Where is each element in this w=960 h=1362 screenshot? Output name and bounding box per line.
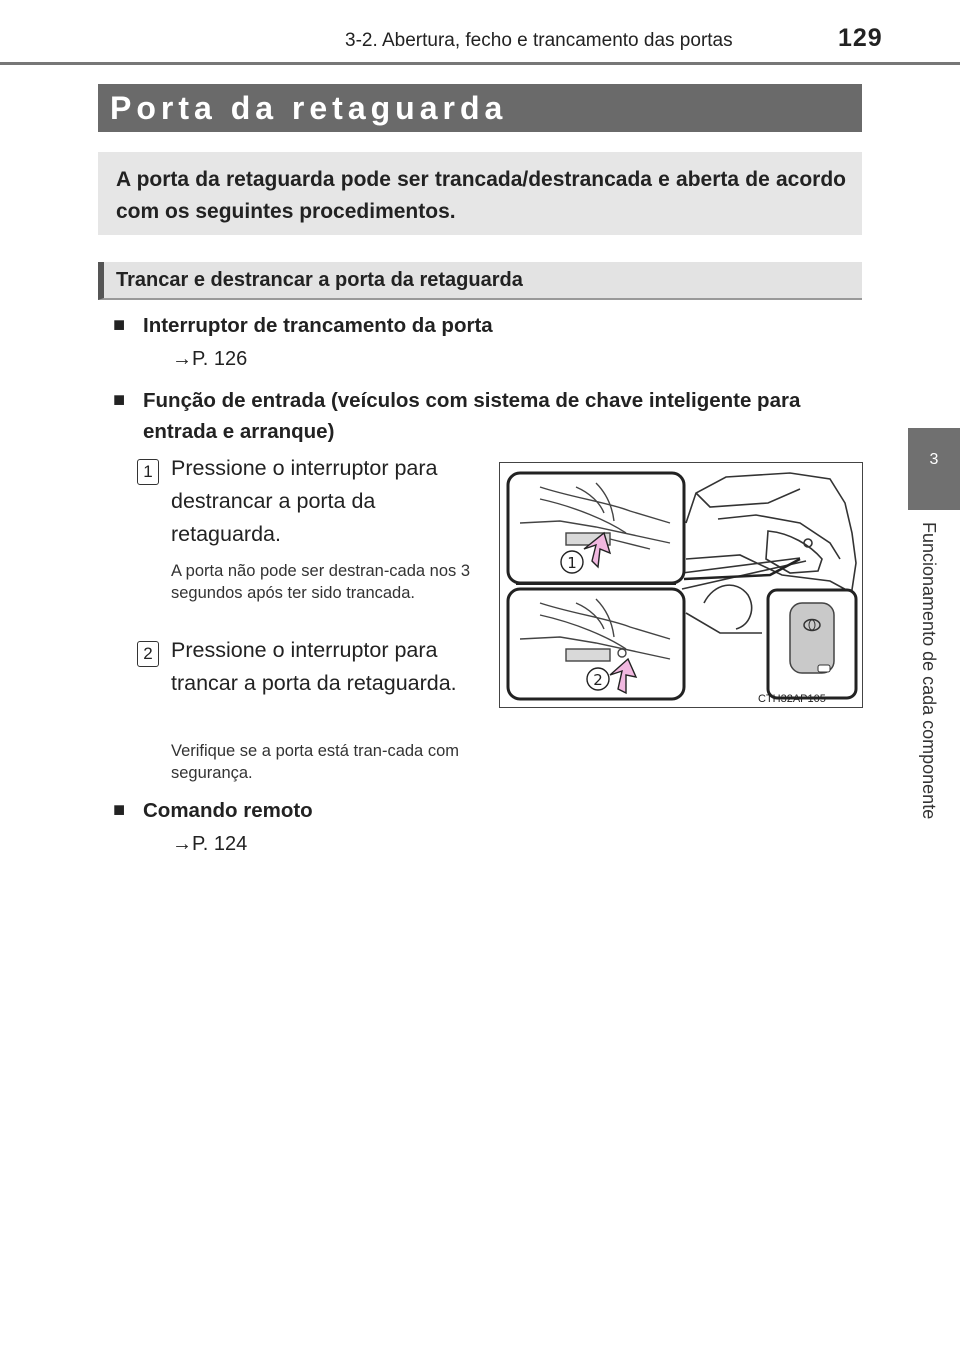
inset-unlock-panel [508, 473, 684, 583]
callout-1: 1 [567, 554, 577, 572]
bullet-icon: ■ [113, 314, 126, 336]
subsection-bar [98, 262, 862, 300]
item-heading: Comando remoto [143, 799, 313, 822]
page-reference: →P. 124 [172, 833, 248, 855]
smart-key-icon [768, 590, 856, 698]
figure-code: CTH32AP105 [758, 693, 826, 705]
leader-line [684, 559, 800, 579]
chapter-tab [908, 428, 960, 510]
step-number: 1 [137, 459, 159, 485]
page-number: 129 [838, 24, 883, 52]
step-text: Pressione o interruptor para trancar a porta da retaguarda. [171, 638, 457, 695]
illustration-frame [499, 462, 863, 708]
chapter-number: 3 [929, 451, 939, 468]
bullet-icon: ■ [113, 389, 126, 411]
item-heading: Interruptor de trancamento da porta [143, 314, 493, 337]
section-title-bar [98, 84, 862, 132]
inset-lock-panel [508, 589, 684, 699]
header-section-title: 3-2. Abertura, fecho e trancamento das portas [345, 30, 733, 51]
step-number: 2 [137, 641, 159, 667]
callout-2: 2 [593, 671, 603, 689]
page-reference: →P. 126 [172, 348, 248, 370]
header-rule [0, 62, 960, 65]
item-heading: Função de entrada (veículos com sistema de chave inteligente para entrada e arranque) [143, 389, 801, 443]
bullet-icon: ■ [113, 799, 126, 821]
intro-box [98, 152, 862, 235]
tailgate-illustration [500, 463, 862, 707]
chapter-side-label: Funcionamento de cada componente [919, 522, 939, 820]
subsection-title: Trancar e destrancar a porta da retaguarda [116, 269, 523, 291]
section-title: Porta da retaguarda [110, 90, 508, 126]
step-text: Pressione o interruptor para destrancar a porta da retaguarda. [171, 456, 438, 546]
step-note: A porta não pode ser destran-cada nos 3 segundos após ter sido trancada. [171, 562, 471, 602]
intro-text: A porta da retaguarda pode ser trancada/destrancada e aberta de acordo com os seguintes procedimentos. [116, 168, 846, 223]
step-note: Verifique se a porta está tran-cada com segurança. [171, 742, 459, 782]
